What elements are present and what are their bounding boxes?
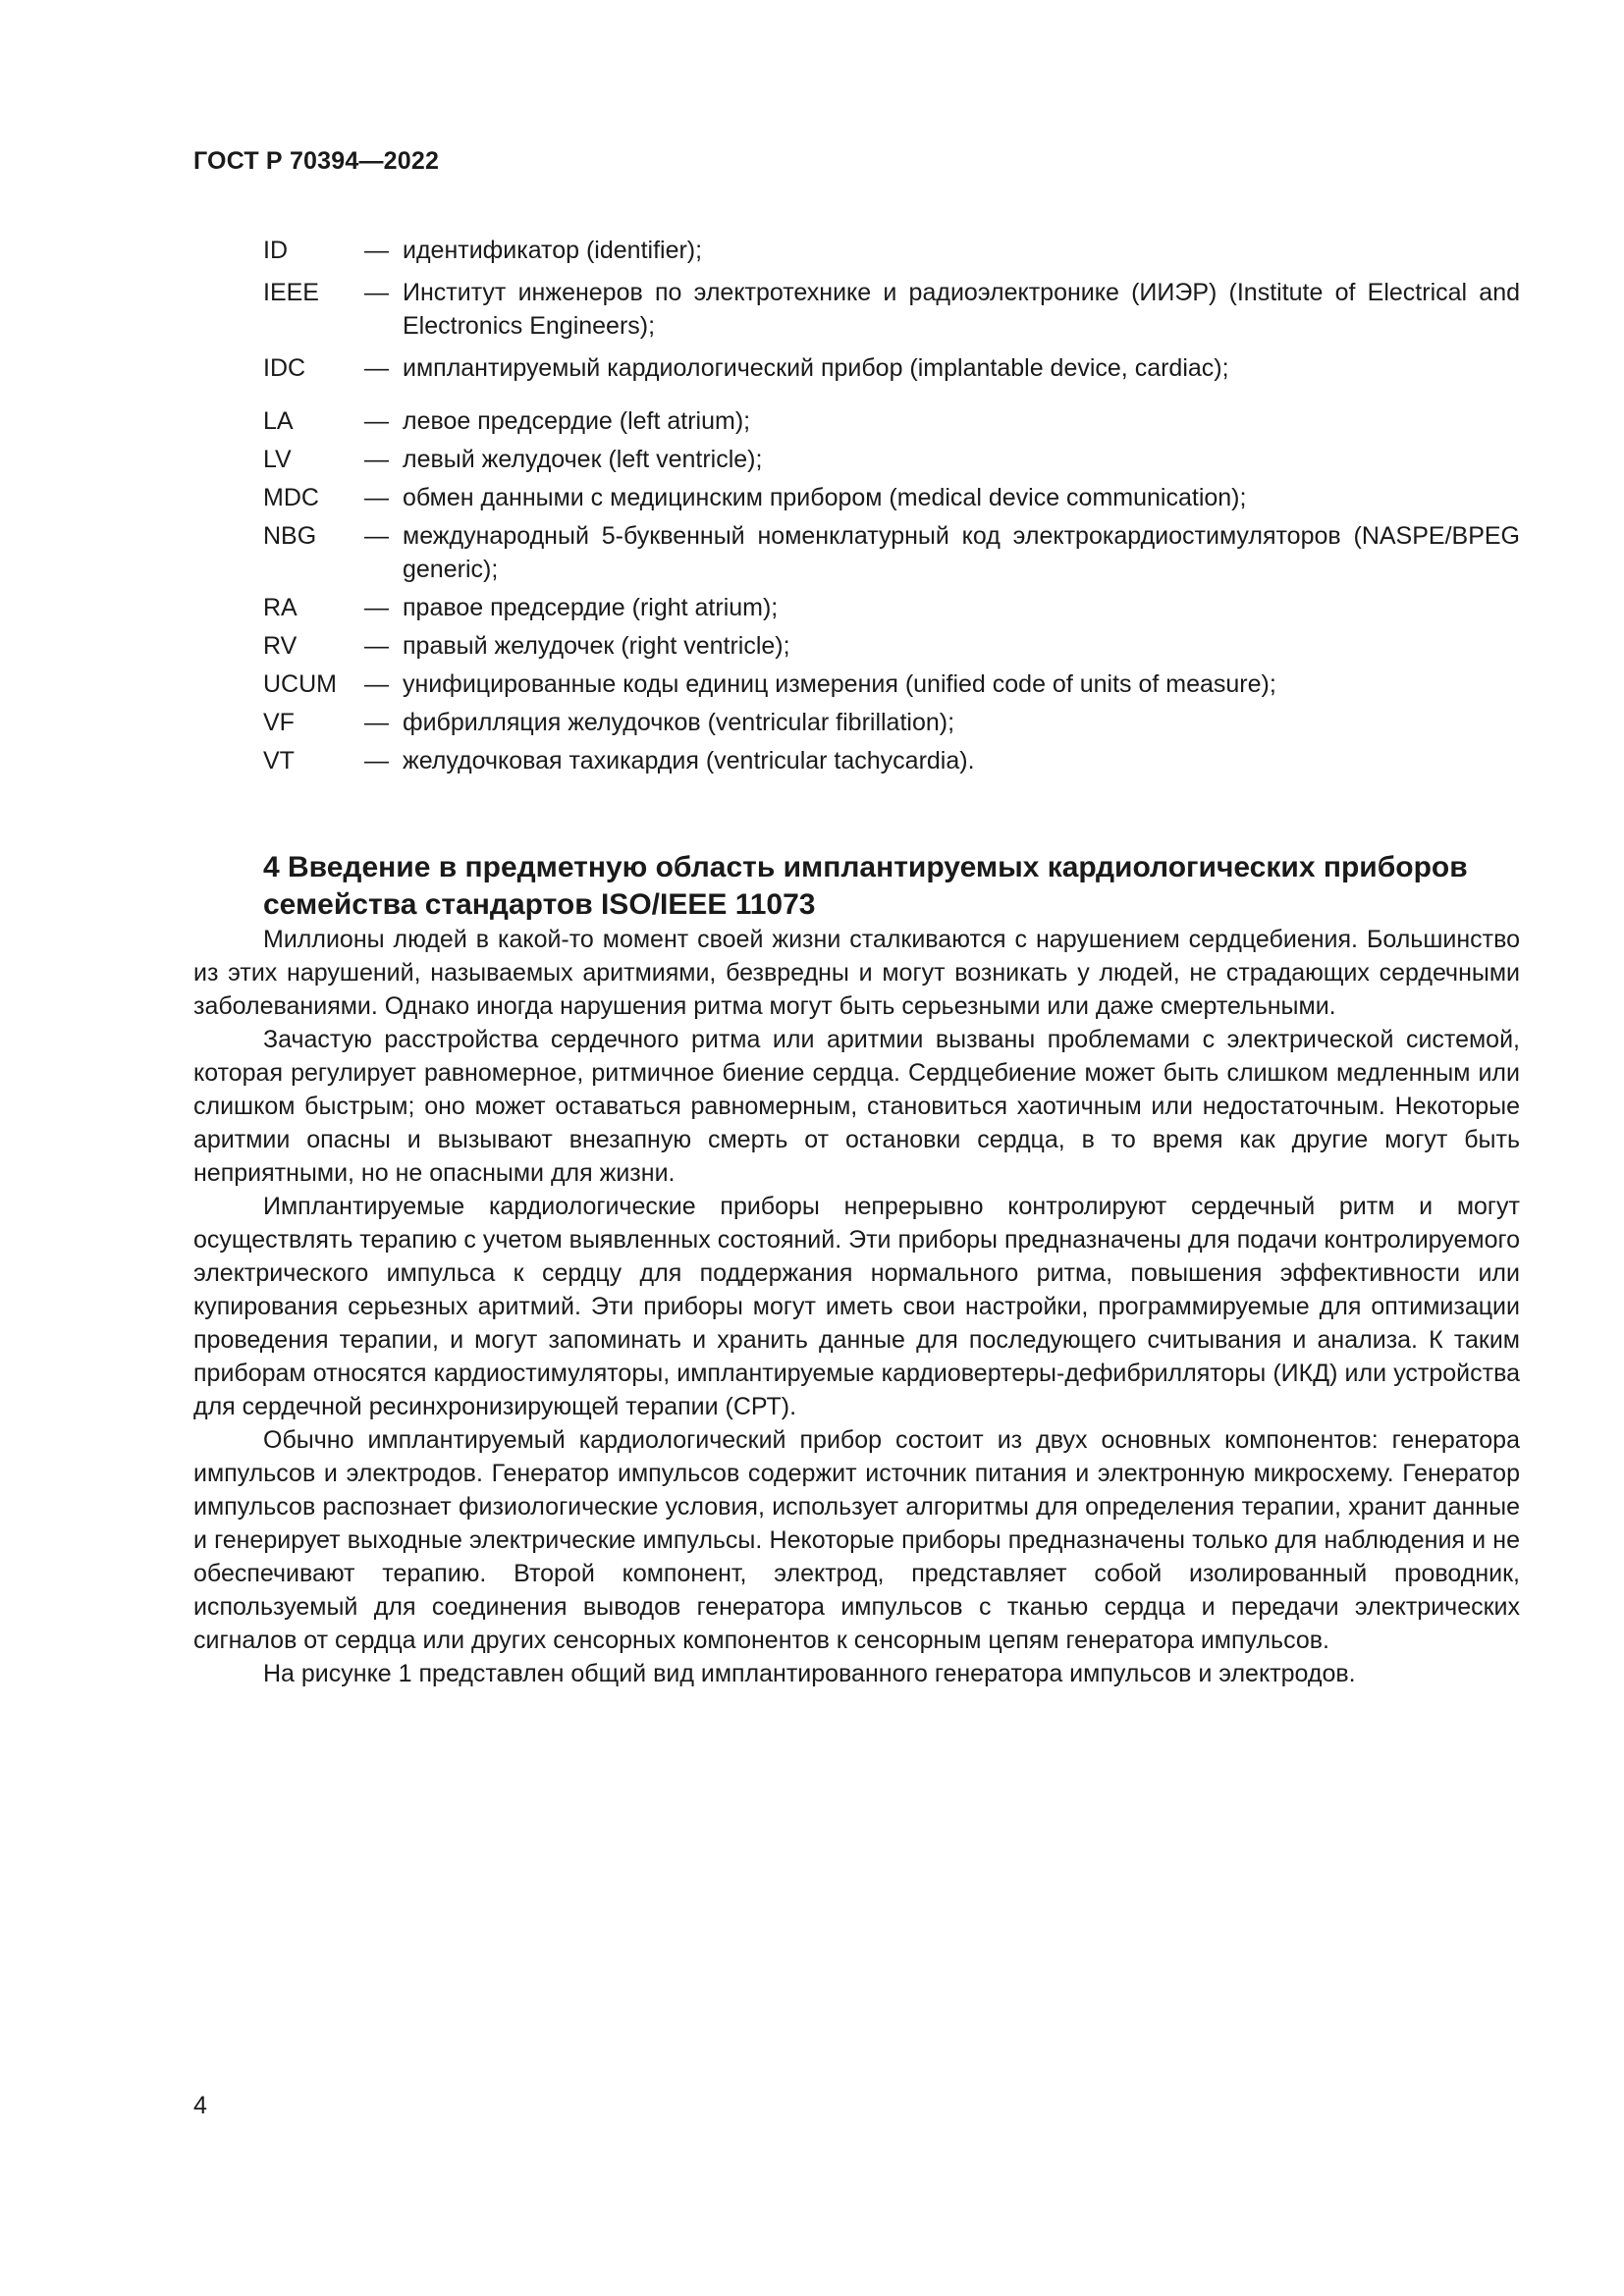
- abbreviation-dash: —: [364, 407, 389, 435]
- abbreviation-dash: —: [364, 632, 389, 660]
- abbreviation-row: [263, 276, 1520, 343]
- abbreviation-row: [263, 481, 1520, 514]
- abbreviation-dash: —: [364, 237, 389, 264]
- abbreviation-dash: —: [364, 670, 389, 698]
- abbreviation-dash: —: [364, 354, 389, 382]
- abbreviation-row: [263, 404, 1520, 438]
- abbreviation-row: [263, 706, 1520, 739]
- abbreviation-row: [263, 443, 1520, 476]
- abbreviation-dash: —: [364, 484, 389, 511]
- abbreviation-row: [263, 519, 1520, 586]
- abbreviation-term: LA: [263, 407, 294, 435]
- body-paragraph: Имплантируемые кардиологические приборы непрерывно контролируют сердечный ритм и могут осуществлять терапию с учетом выявленных состояний. Эти приборы предназначены для подачи контролируемого электрического импульса к сердцу для поддержания нормального ритма, повышения эффективности или купирования серьезных аритмий. Эти приборы могут иметь свои настройки, программируемые для оптимизации проведения терапии, и могут запоминать и хранить данные для последующего считывания и анализа. К таким приборам относятся кардиостимуляторы, имплантируемые кардиовертеры-дефибрилляторы (ИКД) или устройства для сердечной ресинхронизирующей терапии (СРТ).: [193, 1193, 1520, 1420]
- body-paragraph: Миллионы людей в какой-то момент своей жизни сталкиваются с нарушением сердцебиения. Большинство из этих нарушений, называемых аритмиями, безвредны и могут возникать у людей, не страдающих сердечными заболеваниями. Однако иногда нарушения ритма могут быть серьезными или даже смертельными.: [193, 926, 1520, 1020]
- abbreviation-term: NBG: [263, 522, 317, 550]
- abbreviation-row: [263, 629, 1520, 663]
- abbreviation-dash: —: [364, 446, 389, 473]
- abbreviation-definition: левое предсердие (left atrium);: [403, 407, 751, 435]
- abbreviation-dash: —: [364, 594, 389, 621]
- abbreviation-term: RA: [263, 594, 298, 621]
- abbreviation-definition: обмен данными с медицинским прибором (medical device communication);: [403, 484, 1247, 511]
- abbreviation-term: VT: [263, 747, 295, 774]
- body-paragraph: На рисунке 1 представлен общий вид имплантированного генератора импульсов и электродов.: [263, 1660, 1356, 1687]
- section-heading: 4 Введение в предметную область имплантируемых кардиологических приборов семейства стандартов ISO/IEEE 11073: [263, 850, 1468, 921]
- page-number: 4: [193, 2092, 207, 2119]
- abbreviation-definition: имплантируемый кардиологический прибор (implantable device, cardiac);: [403, 354, 1229, 382]
- abbreviation-term: MDC: [263, 484, 319, 511]
- abbreviation-definition: унифицированные коды единиц измерения (unified code of units of measure);: [403, 670, 1276, 698]
- abbreviation-dash: —: [364, 279, 389, 306]
- abbreviation-term: ID: [263, 237, 288, 264]
- abbreviation-definition: идентификатор (identifier);: [403, 237, 703, 264]
- section-body: [193, 923, 1520, 1690]
- abbreviation-term: LV: [263, 446, 292, 473]
- abbreviation-dash: —: [364, 747, 389, 774]
- abbreviation-term: RV: [263, 632, 298, 660]
- abbreviation-row: [263, 591, 1520, 624]
- abbreviation-term: UCUM: [263, 670, 337, 698]
- abbreviation-term: IEEE: [263, 279, 319, 306]
- abbreviation-definition: правый желудочек (right ventricle);: [403, 632, 790, 660]
- abbreviation-row: [263, 744, 1520, 777]
- abbreviation-dash: —: [364, 522, 389, 550]
- abbreviation-definition: правое предсердие (right atrium);: [403, 594, 779, 621]
- abbreviation-definition: левый желудочек (left ventricle);: [403, 446, 763, 473]
- document-header: ГОСТ Р 70394—2022: [193, 147, 440, 175]
- abbreviation-row: [263, 351, 1520, 385]
- abbreviation-definition: фибрилляция желудочков (ventricular fibrillation);: [403, 709, 955, 736]
- abbreviation-definition: желудочковая тахикардия (ventricular tachycardia).: [403, 747, 975, 774]
- abbreviation-row: [263, 667, 1520, 701]
- abbreviation-dash: —: [364, 709, 389, 736]
- abbreviation-definition: Институт инженеров по электротехнике и радиоэлектронике (ИИЭР) (Institute of Electrical and Electronics Engineers);: [403, 279, 1520, 340]
- abbreviations-list: [263, 234, 1520, 777]
- abbreviation-term: IDC: [263, 354, 306, 382]
- abbreviation-row: [263, 234, 1520, 267]
- abbreviation-term: VF: [263, 709, 295, 736]
- abbreviation-definition: международный 5-буквенный номенклатурный код электрокардиостимуляторов (NASPE/BPEG generic);: [403, 522, 1520, 583]
- body-paragraph: Обычно имплантируемый кардиологический прибор состоит из двух основных компонентов: генератора импульсов и электродов. Генератор импульсов содержит источник питания и электронную микросхему. Генератор импульсов распознает физиологические условия, использует алгоритмы для определения терапии, хранит данные и генерирует выходные электрические импульсы. Некоторые приборы предназначены только для наблюдения и не обеспечивают терапию. Второй компонент, электрод, представляет собой изолированный проводник, используемый для соединения выводов генератора импульсов с тканью сердца и передачи электрических сигналов от сердца или других сенсорных компонентов к сенсорным цепям генератора импульсов.: [193, 1426, 1520, 1654]
- body-paragraph: Зачастую расстройства сердечного ритма или аритмии вызваны проблемами с электрической системой, которая регулирует равномерное, ритмичное биение сердца. Сердцебиение может быть слишком медленным или слишком быстрым; оно может оставаться равномерным, становиться хаотичным или недостаточным. Некоторые аритмии опасны и вызывают внезапную смерть от остановки сердца, в то время как другие могут быть неприятными, но не опасными для жизни.: [193, 1026, 1520, 1187]
